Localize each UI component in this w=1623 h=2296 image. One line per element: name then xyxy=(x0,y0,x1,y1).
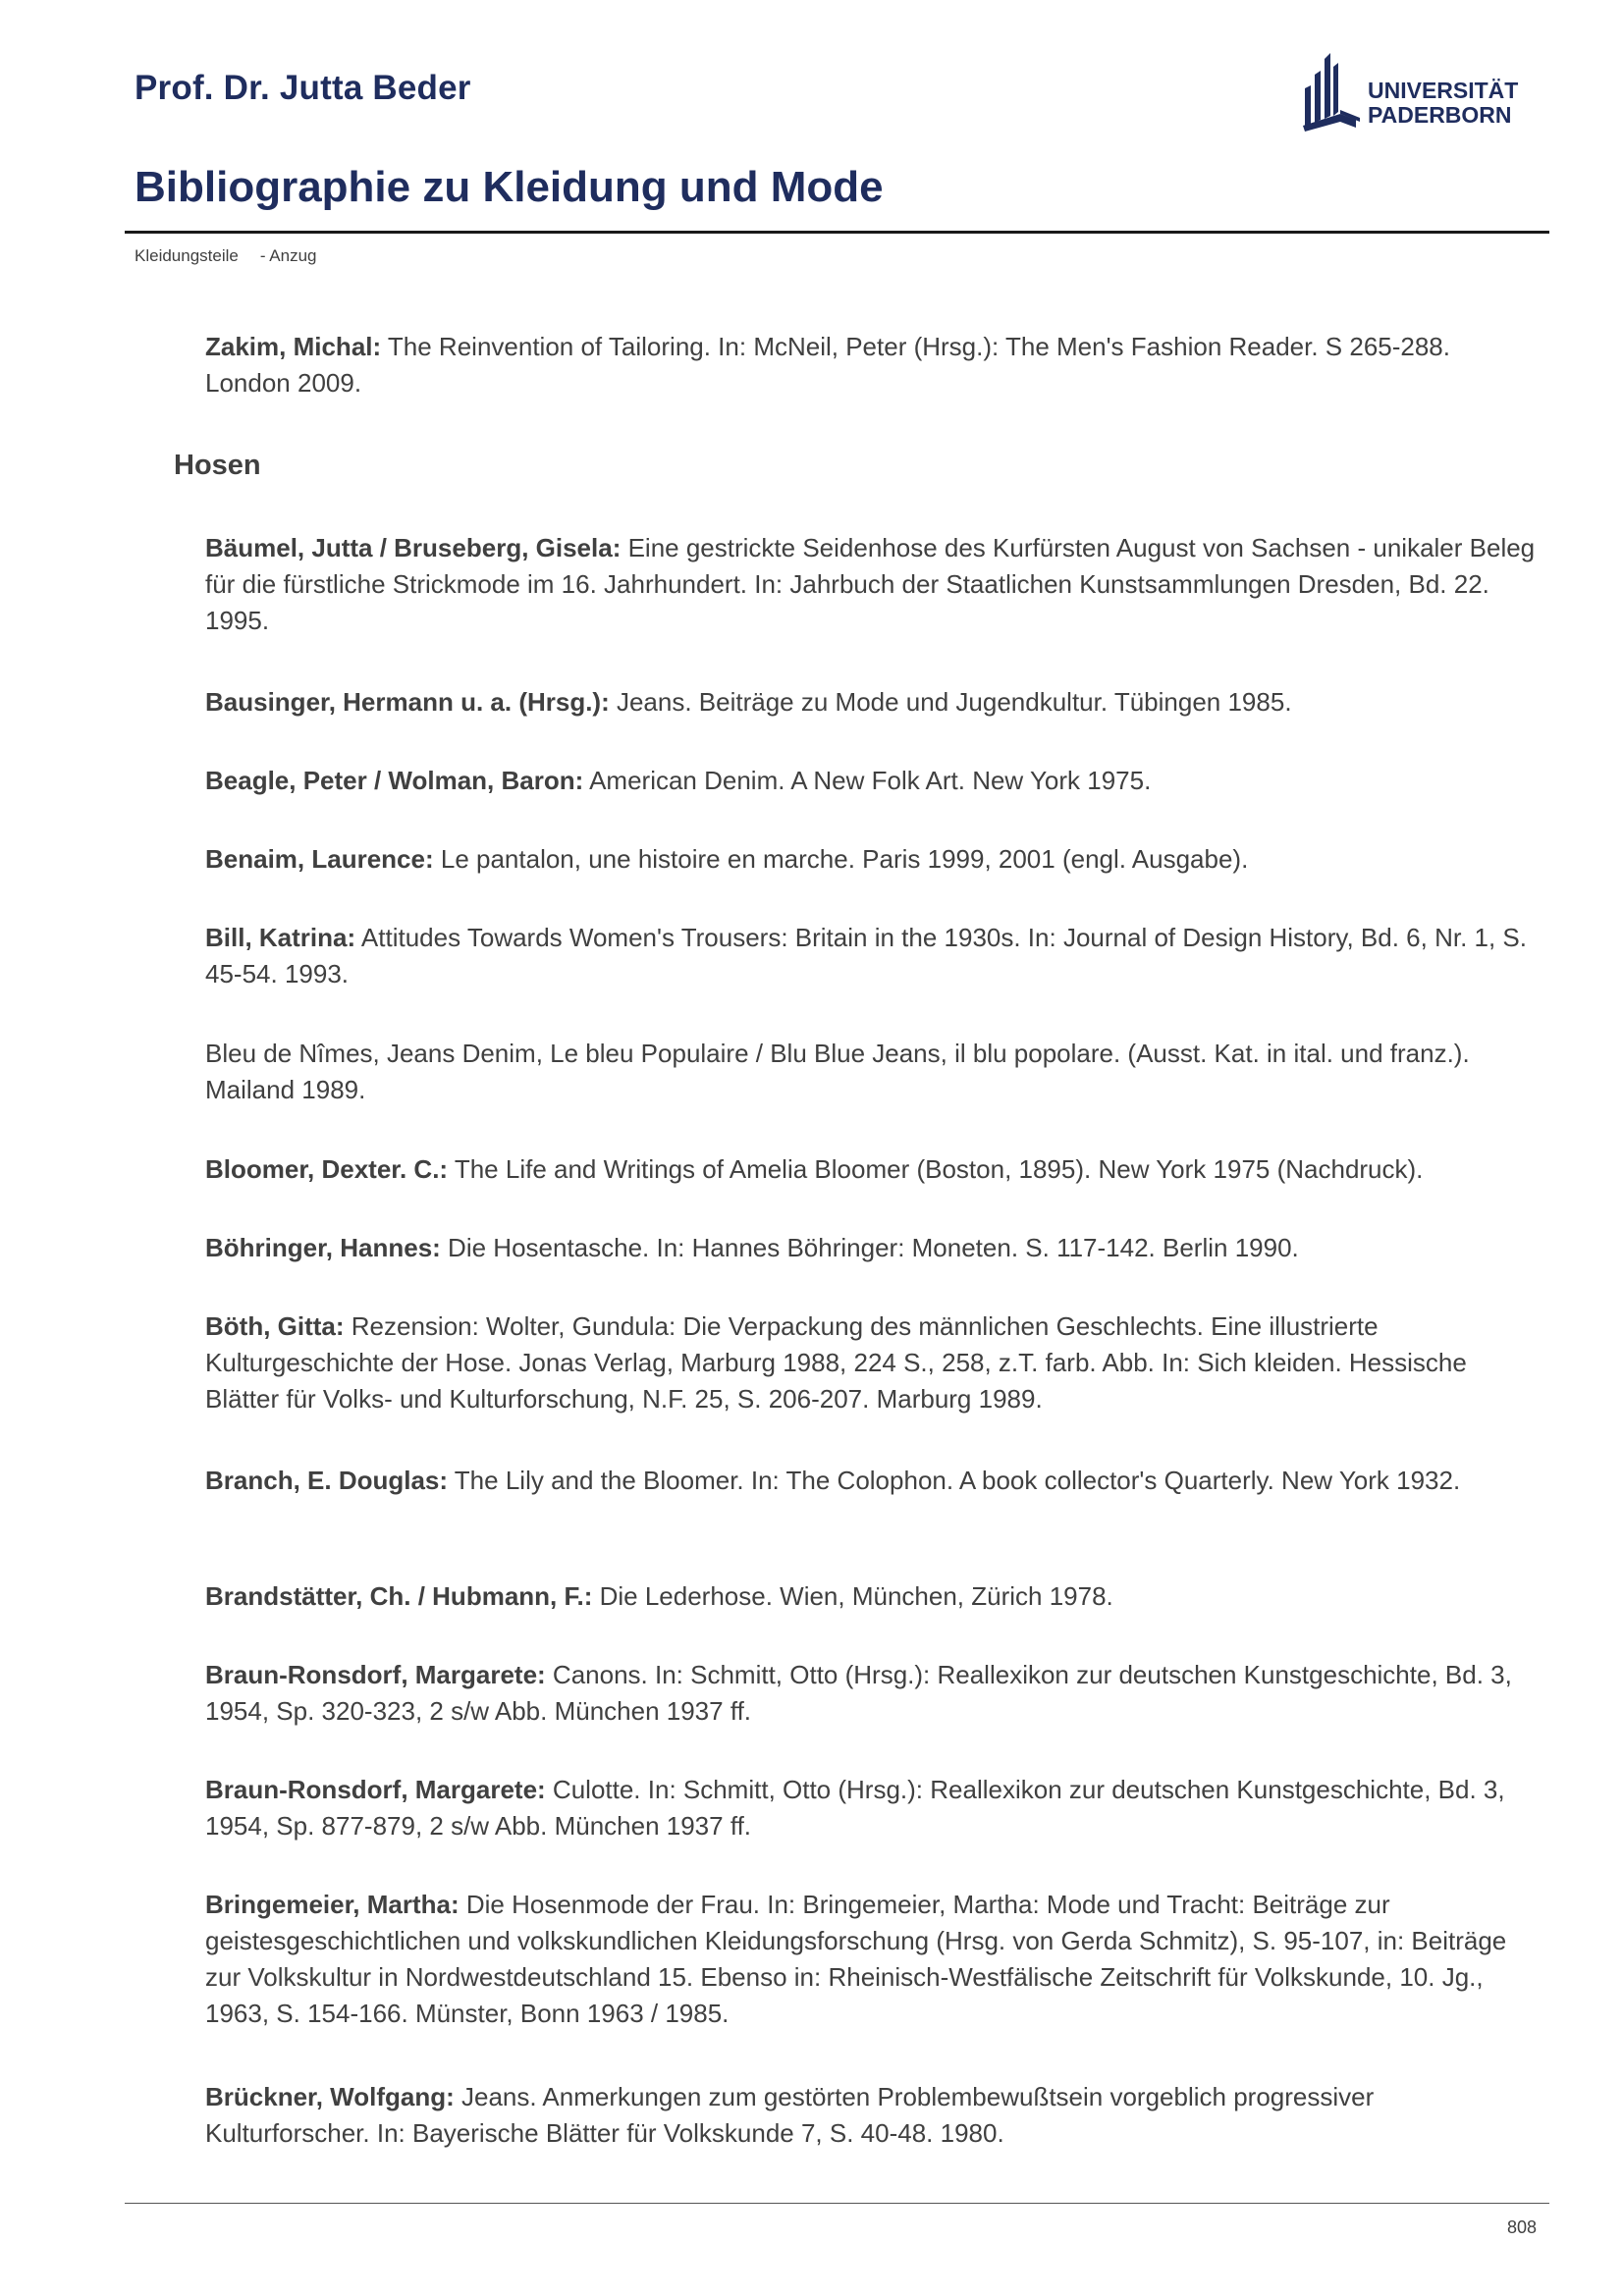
page-number: 808 xyxy=(1506,2217,1537,2237)
entry-text: Die Hosenmode der Frau. In: Bringemeier, Martha: Mode und Tracht: Beiträge zur geistesgeschichtlichen und volkskundlichen Kleidungsforschung (Hrsg. von Gerda Schmitz), S. 95-107, in: Beiträge zur Volkskultur in Nordwestdeutschland 15. Ebenso in: Rheinisch-Westfälische Zeitschrift für Volkskunde, 10. Jg., 1963, S. 154-166. Münster, Bonn 1963 / 1985. xyxy=(205,1890,1507,2028)
bibliography-entry xyxy=(205,1151,1536,1188)
entry-text: Canons. In: Schmitt, Otto (Hrsg.): Reallexikon zur deutschen Kunstgeschichte, Bd. 3, 1954, Sp. 320-323, 2 s/w Abb. München 1937 ff. xyxy=(205,1660,1512,1726)
bibliography-entry xyxy=(205,1772,1536,1844)
entry-author: Böth, Gitta: xyxy=(205,1311,345,1341)
entry-text: Bleu de Nîmes, Jeans Denim, Le bleu Populaire / Blu Blue Jeans, il blu popolare. (Ausst. Kat. in ital. und franz.). Mailand 1989. xyxy=(205,1039,1470,1104)
bibliography-entry xyxy=(205,684,1536,721)
entry-author: Bringemeier, Martha: xyxy=(205,1890,460,1919)
entry-text: The Lily and the Bloomer. In: The Colophon. A book collector's Quarterly. New York 1932. xyxy=(448,1466,1461,1495)
entry-text: The Reinvention of Tailoring. In: McNeil, Peter (Hrsg.): The Men's Fashion Reader. S 265-288. London 2009. xyxy=(205,332,1450,398)
entry-text: American Denim. A New Folk Art. New York 1975. xyxy=(583,766,1152,795)
entry-text: Die Hosentasche. In: Hannes Böhringer: Moneten. S. 117-142. Berlin 1990. xyxy=(440,1233,1299,1262)
university-logo xyxy=(1301,51,1527,135)
bibliography-entry xyxy=(205,841,1536,878)
entry-author: Bausinger, Hermann u. a. (Hrsg.): xyxy=(205,687,610,717)
bibliography-entry xyxy=(205,763,1536,799)
entry-author: Bill, Katrina: xyxy=(205,923,356,952)
breadcrumb-category: Kleidungsteile xyxy=(135,246,239,265)
entry-author: Brückner, Wolfgang: xyxy=(205,2082,455,2111)
breadcrumb xyxy=(135,246,317,266)
entry-author: Bäumel, Jutta / Bruseberg, Gisela: xyxy=(205,533,622,562)
entry-author: Benaim, Laurence: xyxy=(205,844,434,874)
bibliography-entry xyxy=(205,1308,1536,1417)
university-paderborn-logo-icon xyxy=(1301,51,1362,132)
entry-text: Attitudes Towards Women's Trousers: Britain in the 1930s. In: Journal of Design History, Bd. 6, Nr. 1, S. 45-54. 1993. xyxy=(205,923,1527,988)
entry-text: Die Lederhose. Wien, München, Zürich 1978. xyxy=(592,1581,1113,1611)
header-divider xyxy=(125,231,1549,234)
entry-author: Braun-Ronsdorf, Margarete: xyxy=(205,1775,546,1804)
entry-text: Le pantalon, une histoire en marche. Paris 1999, 2001 (engl. Ausgabe). xyxy=(433,844,1249,874)
entry-text: Culotte. In: Schmitt, Otto (Hrsg.): Reallexikon zur deutschen Kunstgeschichte, Bd. 3, 1954, Sp. 877-879, 2 s/w Abb. München 1937 ff. xyxy=(205,1775,1505,1841)
logo-text-line2: PADERBORN xyxy=(1368,102,1512,128)
entry-author: Böhringer, Hannes: xyxy=(205,1233,441,1262)
entry-author: Branch, E. Douglas: xyxy=(205,1466,449,1495)
bibliography-entry xyxy=(205,1657,1536,1730)
bibliography-entry xyxy=(205,1036,1536,1108)
section-heading: Hosen xyxy=(174,450,261,481)
bibliography-entry xyxy=(205,530,1536,639)
bibliography-entry xyxy=(205,1887,1536,2032)
entry-text: Rezension: Wolter, Gundula: Die Verpackung des männlichen Geschlechts. Eine illustrierte Kulturgeschichte der Hose. Jonas Verlag, Marburg 1988, 224 S., 258, z.T. farb. Abb. In: Sich kleiden. Hessische Blätter für Volks- und Kulturforschung, N.F. 25, S. 206-207. Marburg 1989. xyxy=(205,1311,1467,1414)
bibliography-entry xyxy=(205,329,1536,401)
bibliography-entry xyxy=(205,1230,1536,1266)
bibliography-entry xyxy=(205,1463,1536,1499)
entry-author: Zakim, Michal: xyxy=(205,332,382,361)
entry-author: Beagle, Peter / Wolman, Baron: xyxy=(205,766,584,795)
entry-text: The Life and Writings of Amelia Bloomer (Boston, 1895). New York 1975 (Nachdruck). xyxy=(448,1154,1424,1184)
entry-author: Braun-Ronsdorf, Margarete: xyxy=(205,1660,546,1689)
entry-author: Brandstätter, Ch. / Hubmann, F.: xyxy=(205,1581,593,1611)
footer-divider xyxy=(125,2203,1549,2204)
entry-text: Jeans. Beiträge zu Mode und Jugendkultur. Tübingen 1985. xyxy=(609,687,1292,717)
bibliography-entry xyxy=(205,920,1536,992)
breadcrumb-subcategory: - Anzug xyxy=(259,246,317,265)
bibliography-entry xyxy=(205,2079,1536,2152)
entry-author: Bloomer, Dexter. C.: xyxy=(205,1154,449,1184)
logo-text-line1: UNIVERSITÄT xyxy=(1368,78,1519,103)
page-title: Bibliographie zu Kleidung und Mode xyxy=(135,163,884,211)
entry-text: Eine gestrickte Seidenhose des Kurfürsten August von Sachsen - unikaler Beleg für die fürstliche Strickmode im 16. Jahrhundert. In: Jahrbuch der Staatlichen Kunstsammlungen Dresden, Bd. 22. 1995. xyxy=(205,533,1536,635)
bibliography-entry xyxy=(205,1578,1536,1615)
document-author: Prof. Dr. Jutta Beder xyxy=(135,69,471,107)
entry-text: Jeans. Anmerkungen zum gestörten Problembewußtsein vorgeblich progressiver Kulturforscher. In: Bayerische Blätter für Volkskunde 7, S. 40-48. 1980. xyxy=(205,2082,1375,2148)
